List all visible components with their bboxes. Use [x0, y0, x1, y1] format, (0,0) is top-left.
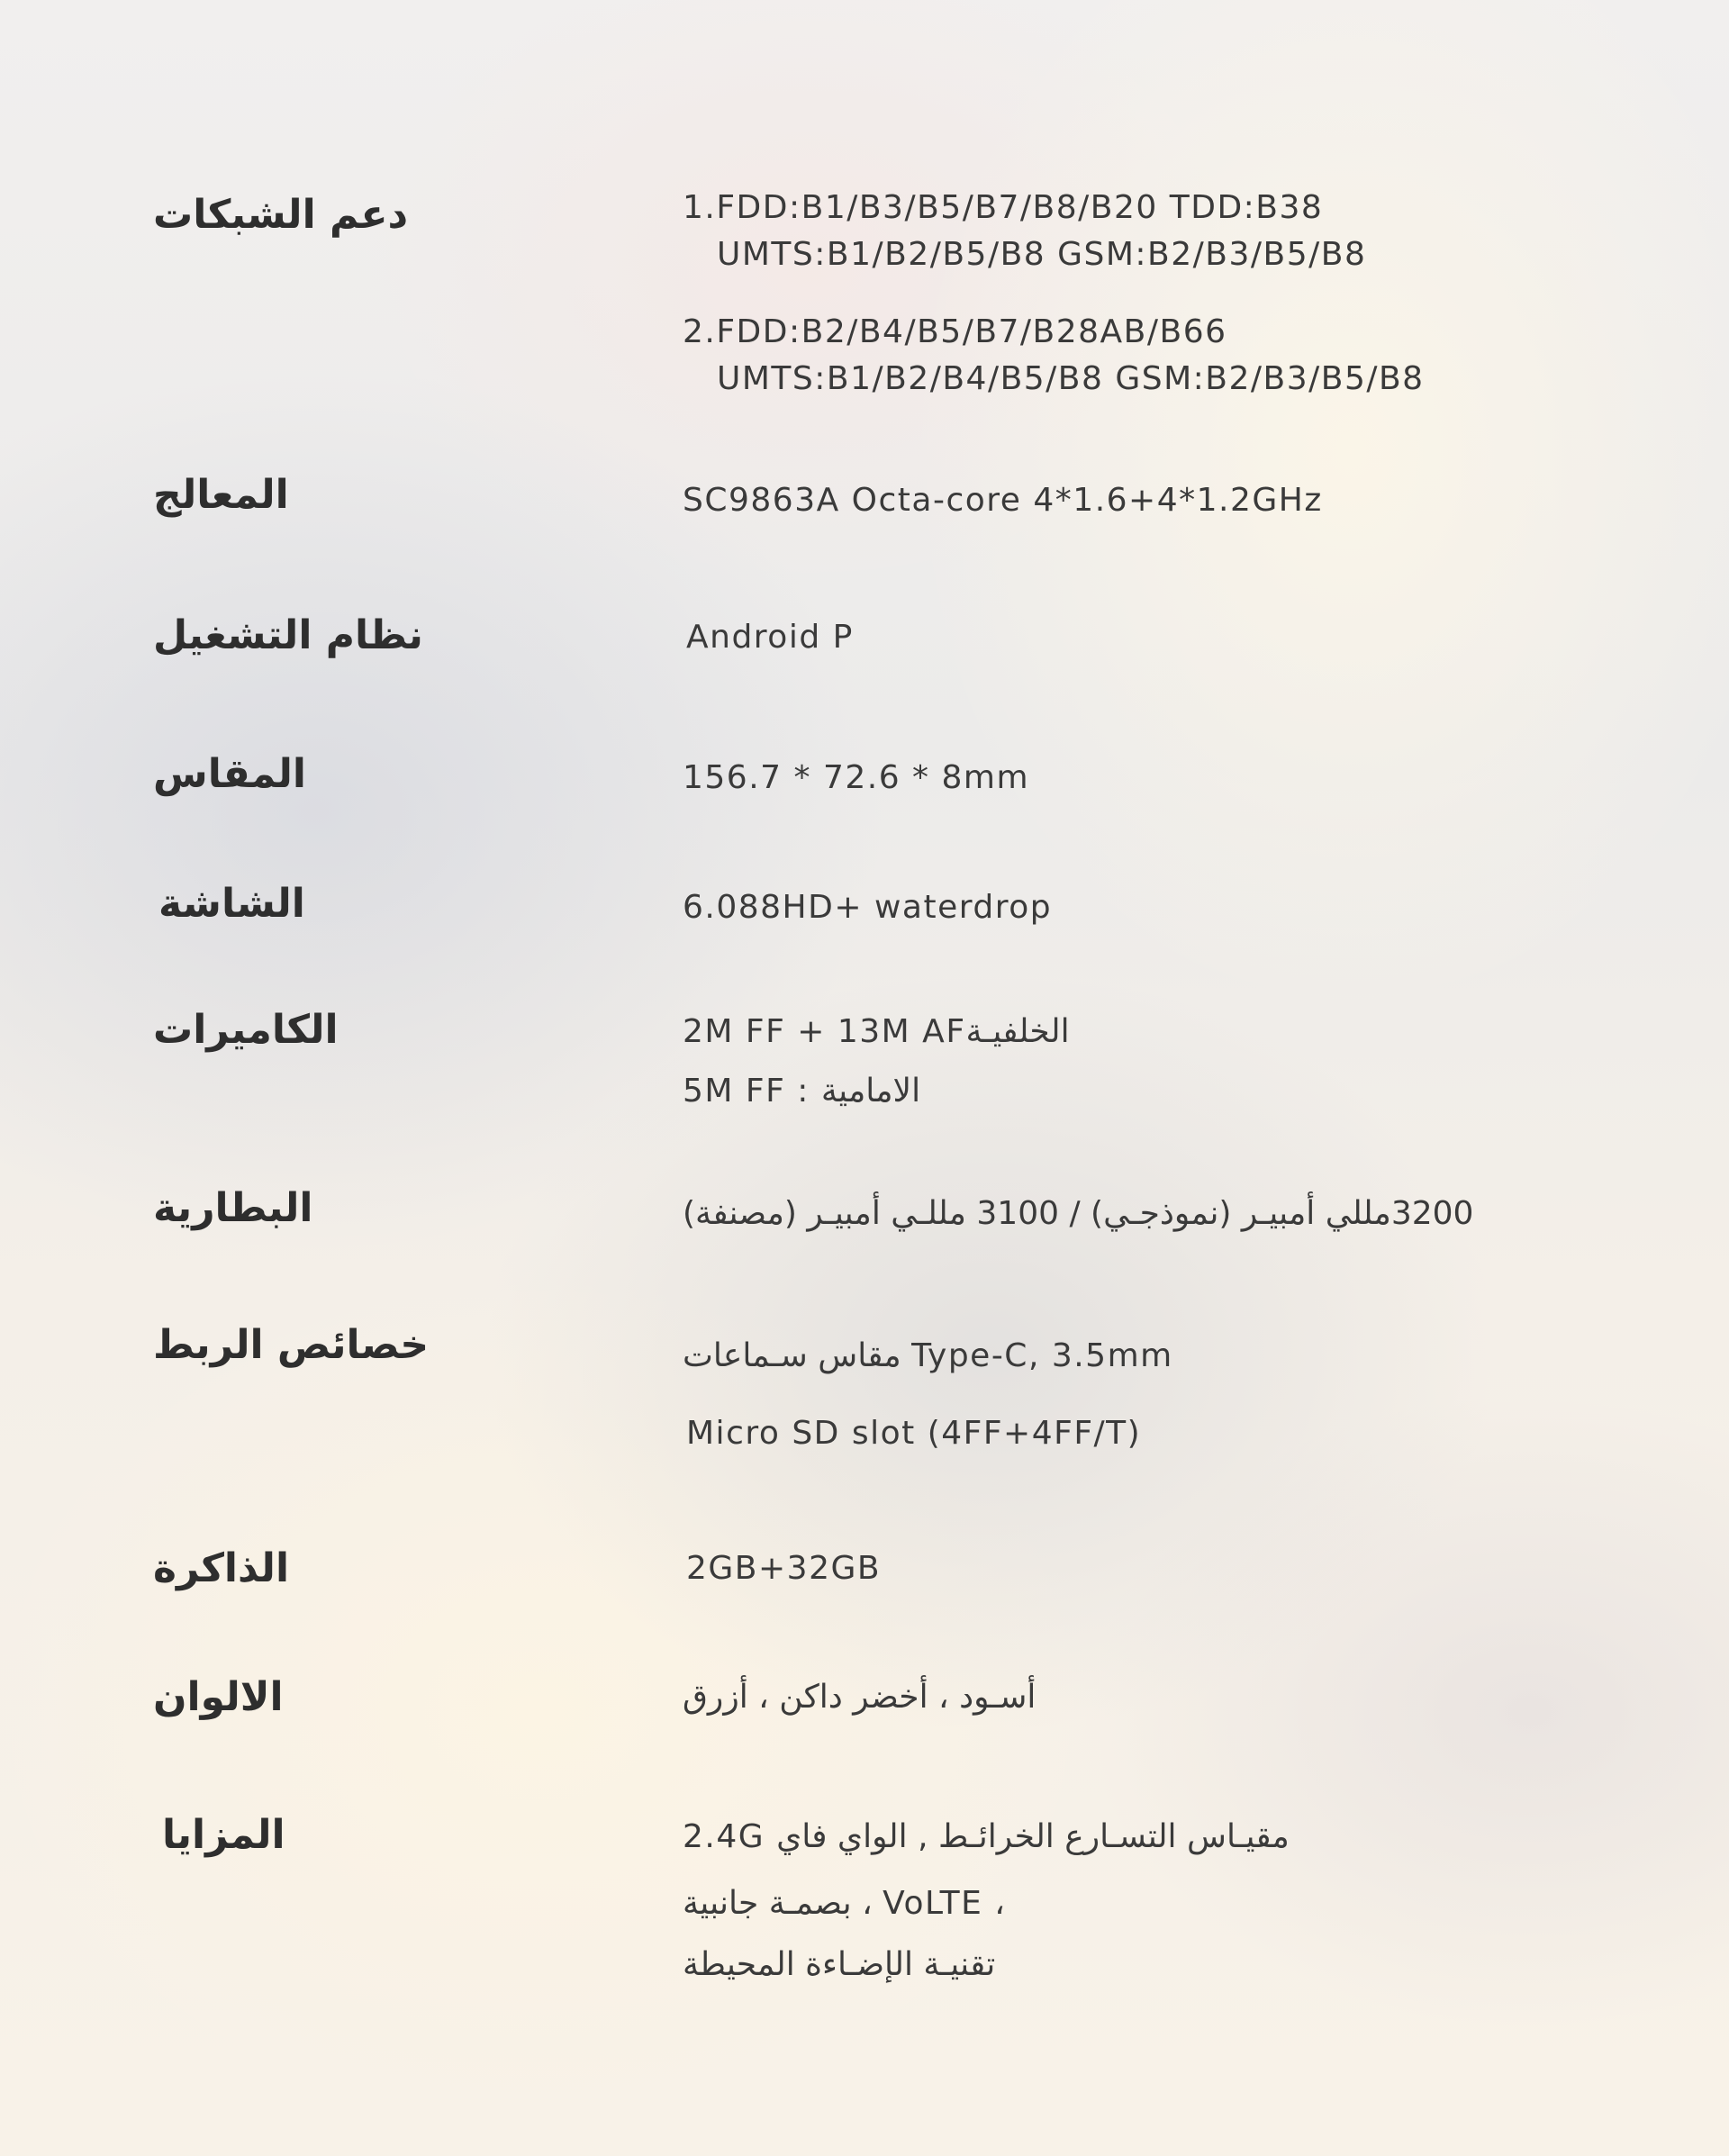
os-label: نظام التشغيل [153, 612, 423, 658]
battery-value: 3200مللي أمبيـر (نموذجـي) / 3100 مللـي أمبيـر (مصنفة) [683, 1195, 1474, 1232]
features-label: المزايا [162, 1812, 285, 1858]
memory-label: الذاكرة [153, 1545, 290, 1591]
battery-label: البطارية [153, 1185, 313, 1231]
dimensions-label: المقاس [153, 751, 307, 797]
connectivity-label: خصائص الربط [153, 1322, 430, 1368]
network-set1-line2: UMTS:B1/B2/B5/B8 GSM:B2/B3/B5/B8 [717, 236, 1367, 273]
features-line2: بصمـة جانبية ، VoLTE ، [683, 1885, 1005, 1922]
cameras-value [683, 1009, 1583, 1115]
processor-value: SC9863A Octa-core 4*1.6+4*1.2GHz [683, 482, 1323, 519]
connectivity-line2: Micro SD slot (4FF+4FF/T) [686, 1415, 1142, 1452]
memory-value: 2GB+32GB [686, 1550, 882, 1587]
connectivity-value [683, 1333, 1583, 1457]
network-set2-line1: 2.FDD:B2/B4/B5/B7/B28AB/B66 [683, 313, 1227, 350]
cameras-label: الكاميرات [153, 1007, 339, 1053]
network-set2-line2: UMTS:B1/B2/B4/B5/B8 GSM:B2/B3/B5/B8 [717, 360, 1425, 397]
colors-label: الالوان [153, 1674, 284, 1720]
network-set1-line1: 1.FDD:B1/B3/B5/B7/B8/B20 TDD:B38 [683, 189, 1324, 226]
os-value: Android P [686, 619, 854, 656]
cameras-rear: 2M FF + 13M AFالخلفيـة [683, 1013, 1070, 1050]
connectivity-line1: مقاس سـماعات Type-C, 3.5mm [683, 1337, 1173, 1374]
processor-label: المعالج [153, 472, 289, 518]
display-value: 6.088HD+ waterdrop [683, 889, 1053, 926]
features-line3: تقنيـة الإضـاءة المحيطة [683, 1946, 996, 1983]
features-value [683, 1814, 1583, 1988]
display-label: الشاشة [158, 881, 305, 927]
network-label: دعم الشبكات [153, 192, 409, 238]
network-value [683, 185, 1583, 403]
colors-value: أسـود ، أخضر داكن ، أزرق [683, 1679, 1036, 1716]
cameras-front: 5M FF : الامامية [683, 1073, 921, 1110]
features-line1: 2.4G مقيـاس التسـارع الخرائـط , الواي فاي [683, 1818, 1290, 1855]
dimensions-value: 156.7 * 72.6 * 8mm [683, 759, 1030, 796]
